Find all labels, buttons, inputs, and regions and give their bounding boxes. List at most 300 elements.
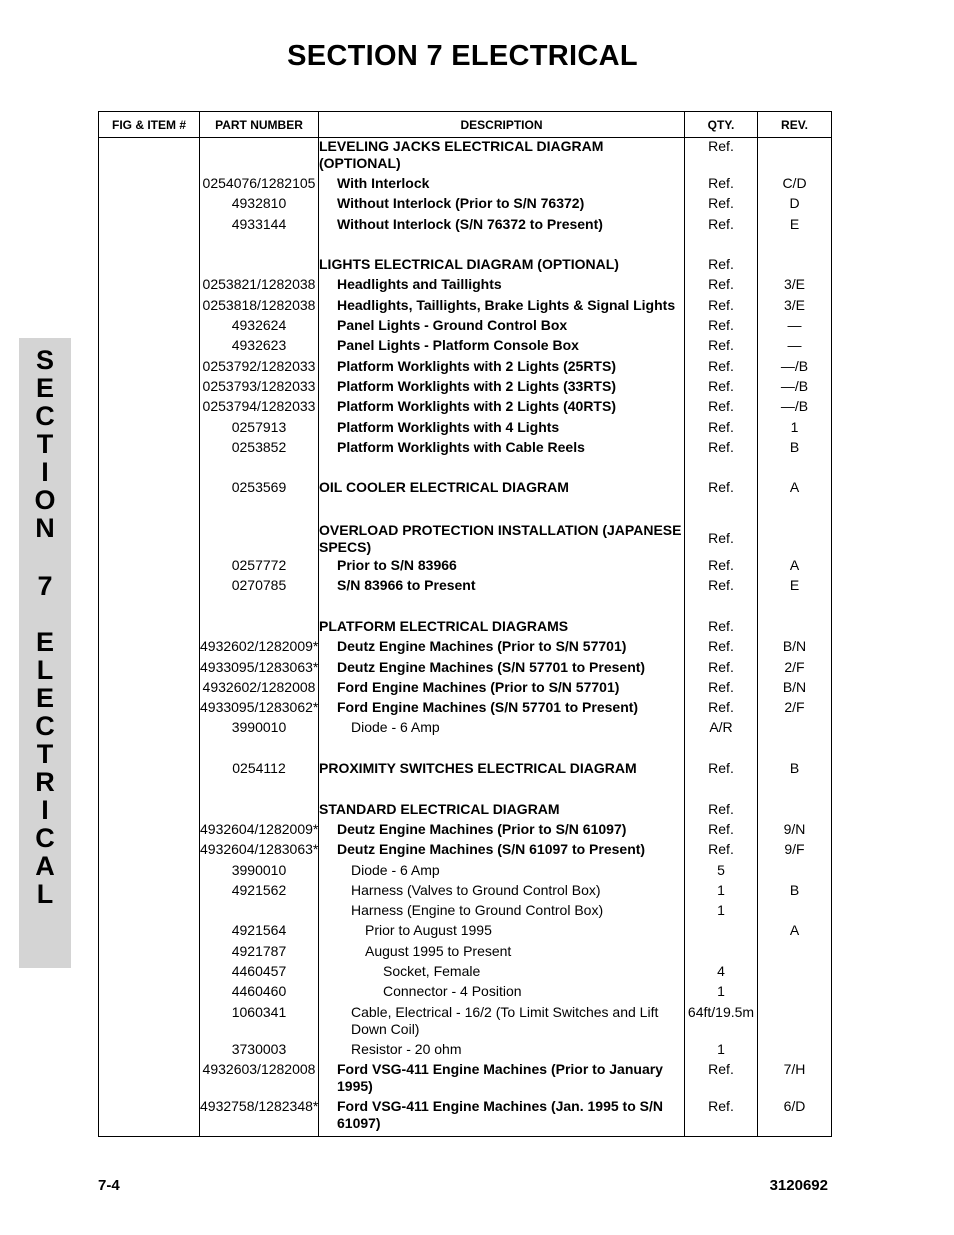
fig-item-cell (99, 922, 200, 942)
document-number: 3120692 (769, 1177, 828, 1194)
rev-cell (758, 780, 832, 800)
table-row (99, 719, 832, 739)
description-cell: LIGHTS ELECTRICAL DIAGRAM (OPTIONAL) (319, 256, 685, 276)
rev-cell: A (758, 479, 832, 499)
part-number-cell: 1060341 (200, 1004, 319, 1041)
table-row (99, 398, 832, 418)
parts-table (98, 111, 832, 1137)
table-row (99, 195, 832, 215)
qty-cell (685, 922, 758, 942)
rev-cell: D (758, 195, 832, 215)
qty-cell: 5 (685, 862, 758, 882)
part-number-cell: 4921562 (200, 882, 319, 902)
rev-cell: E (758, 216, 832, 236)
table-row (99, 780, 832, 800)
qty-cell (685, 598, 758, 618)
rev-cell (758, 719, 832, 739)
description-cell (319, 598, 685, 618)
rev-cell: 2/F (758, 659, 832, 679)
qty-cell: Ref. (685, 276, 758, 296)
col-header-qty: QTY. (685, 112, 758, 138)
qty-cell: Ref. (685, 195, 758, 215)
table-row (99, 439, 832, 459)
qty-cell: Ref. (685, 419, 758, 439)
rev-cell (758, 943, 832, 963)
qty-cell: Ref. (685, 618, 758, 638)
part-number-cell (200, 740, 319, 760)
qty-cell: Ref. (685, 337, 758, 357)
part-number-cell: 0254112 (200, 760, 319, 780)
qty-cell: Ref. (685, 358, 758, 378)
part-number-cell (200, 138, 319, 176)
description-cell: August 1995 to Present (319, 943, 685, 963)
qty-cell: 1 (685, 882, 758, 902)
description-cell: Socket, Female (319, 963, 685, 983)
description-cell: Cable, Electrical - 16/2 (To Limit Switches and Lift Down Coil) (319, 1004, 685, 1041)
side-tab-letter: C (35, 823, 55, 853)
fig-item-cell (99, 459, 200, 479)
fig-item-cell (99, 500, 200, 520)
description-cell: Diode - 6 Amp (319, 719, 685, 739)
table-row (99, 740, 832, 760)
fig-item-cell (99, 963, 200, 983)
part-number-cell: 0253818/1282038 (200, 297, 319, 317)
table-row (99, 801, 832, 821)
table-row (99, 500, 832, 520)
part-number-cell: 4921564 (200, 922, 319, 942)
part-number-cell (200, 801, 319, 821)
fig-item-cell (99, 618, 200, 638)
qty-cell: Ref. (685, 138, 758, 176)
rev-cell (758, 459, 832, 479)
table-row (99, 983, 832, 1003)
side-tab-letter: L (36, 879, 54, 909)
rev-cell: —/B (758, 398, 832, 418)
description-cell: Without Interlock (S/N 76372 to Present) (319, 216, 685, 236)
rev-cell (758, 520, 832, 557)
side-tab-letter: C (35, 401, 55, 431)
rev-cell (758, 138, 832, 176)
fig-item-cell (99, 699, 200, 719)
description-cell: Ford VSG-411 Engine Machines (Prior to January 1995) (319, 1061, 685, 1098)
part-number-cell: 4933095/1283063* (200, 659, 319, 679)
fig-item-cell (99, 1041, 200, 1061)
rev-cell: B (758, 439, 832, 459)
col-header-part: PART NUMBER (200, 112, 319, 138)
part-number-cell: 4932810 (200, 195, 319, 215)
qty-cell: Ref. (685, 557, 758, 577)
rev-cell: 3/E (758, 297, 832, 317)
fig-item-cell (99, 801, 200, 821)
fig-item-cell (99, 659, 200, 679)
qty-cell: Ref. (685, 398, 758, 418)
table-row (99, 659, 832, 679)
description-cell: Deutz Engine Machines (S/N 57701 to Present) (319, 659, 685, 679)
qty-cell: Ref. (685, 638, 758, 658)
fig-item-cell (99, 577, 200, 597)
description-cell: OVERLOAD PROTECTION INSTALLATION (JAPANESE SPECS) (319, 520, 685, 557)
fig-item-cell (99, 1061, 200, 1098)
table-row (99, 236, 832, 256)
table-header-row (99, 112, 832, 138)
description-cell (319, 500, 685, 520)
fig-item-cell (99, 317, 200, 337)
part-number-cell: 4932602/1282008 (200, 679, 319, 699)
page-number: 7-4 (98, 1177, 120, 1194)
table-row (99, 1041, 832, 1061)
col-header-fig: FIG & ITEM # (99, 112, 200, 138)
side-tab-letter: T (36, 739, 54, 769)
fig-item-cell (99, 719, 200, 739)
qty-cell (685, 459, 758, 479)
rev-cell: —/B (758, 358, 832, 378)
table-row (99, 138, 832, 176)
description-cell: Panel Lights - Platform Console Box (319, 337, 685, 357)
part-number-cell: 0257772 (200, 557, 319, 577)
qty-cell: Ref. (685, 1098, 758, 1137)
rev-cell (758, 500, 832, 520)
rev-cell: A (758, 557, 832, 577)
fig-item-cell (99, 760, 200, 780)
side-tab-letter: S (35, 345, 54, 375)
part-number-cell (200, 902, 319, 922)
part-number-cell: 4932604/1283063* (200, 841, 319, 861)
part-number-cell: 0253852 (200, 439, 319, 459)
part-number-cell: 4932602/1282009* (200, 638, 319, 658)
description-cell: Connector - 4 Position (319, 983, 685, 1003)
fig-item-cell (99, 1098, 200, 1137)
qty-cell: Ref. (685, 659, 758, 679)
table-row (99, 378, 832, 398)
description-cell (319, 236, 685, 256)
part-number-cell (200, 618, 319, 638)
part-number-cell: 0253793/1282033 (200, 378, 319, 398)
rev-cell (758, 983, 832, 1003)
table-row (99, 1061, 832, 1098)
side-tab-letter: L (36, 655, 54, 685)
description-cell: Deutz Engine Machines (Prior to S/N 61097) (319, 821, 685, 841)
rev-cell (758, 902, 832, 922)
fig-item-cell (99, 740, 200, 760)
side-tab-letter: N (35, 513, 55, 543)
table-row (99, 256, 832, 276)
table-row (99, 699, 832, 719)
rev-cell: 6/D (758, 1098, 832, 1137)
fig-item-cell (99, 882, 200, 902)
rev-cell (758, 963, 832, 983)
fig-item-cell (99, 862, 200, 882)
table-body (99, 138, 832, 1137)
qty-cell: Ref. (685, 679, 758, 699)
table-row (99, 577, 832, 597)
rev-cell: C/D (758, 175, 832, 195)
description-cell: Platform Worklights with 2 Lights (40RTS) (319, 398, 685, 418)
description-cell: Diode - 6 Amp (319, 862, 685, 882)
part-number-cell: 0257913 (200, 419, 319, 439)
description-cell: Headlights and Taillights (319, 276, 685, 296)
fig-item-cell (99, 841, 200, 861)
qty-cell: Ref. (685, 760, 758, 780)
qty-cell: 1 (685, 1041, 758, 1061)
part-number-cell: 0253792/1282033 (200, 358, 319, 378)
rev-cell: 2/F (758, 699, 832, 719)
description-cell: Ford Engine Machines (Prior to S/N 57701) (319, 679, 685, 699)
qty-cell: 1 (685, 902, 758, 922)
qty-cell: Ref. (685, 256, 758, 276)
rev-cell (758, 236, 832, 256)
table-row (99, 638, 832, 658)
table-row (99, 1098, 832, 1137)
fig-item-cell (99, 679, 200, 699)
side-tab-letter: E (35, 683, 54, 713)
part-number-cell: 3730003 (200, 1041, 319, 1061)
part-number-cell (200, 780, 319, 800)
fig-item-cell (99, 175, 200, 195)
part-number-cell: 4933095/1283062* (200, 699, 319, 719)
table-row (99, 841, 832, 861)
qty-cell: Ref. (685, 699, 758, 719)
description-cell: Prior to S/N 83966 (319, 557, 685, 577)
table-row (99, 175, 832, 195)
description-cell: Ford Engine Machines (S/N 57701 to Present) (319, 699, 685, 719)
rev-cell (758, 618, 832, 638)
rev-cell (758, 862, 832, 882)
side-tab-letter: C (35, 711, 55, 741)
description-cell: Platform Worklights with 4 Lights (319, 419, 685, 439)
description-cell: PLATFORM ELECTRICAL DIAGRAMS (319, 618, 685, 638)
fig-item-cell (99, 337, 200, 357)
rev-cell: 7/H (758, 1061, 832, 1098)
description-cell: Headlights, Taillights, Brake Lights & Signal Lights (319, 297, 685, 317)
part-number-cell: 0254076/1282105 (200, 175, 319, 195)
rev-cell (758, 256, 832, 276)
description-cell: Harness (Engine to Ground Control Box) (319, 902, 685, 922)
fig-item-cell (99, 216, 200, 236)
side-tab-letter: A (35, 851, 55, 881)
fig-item-cell (99, 195, 200, 215)
part-number-cell: 4933144 (200, 216, 319, 236)
rev-cell: 9/F (758, 841, 832, 861)
fig-item-cell (99, 902, 200, 922)
description-cell: Without Interlock (Prior to S/N 76372) (319, 195, 685, 215)
qty-cell (685, 236, 758, 256)
table-row (99, 459, 832, 479)
description-cell: OIL COOLER ELECTRICAL DIAGRAM (319, 479, 685, 499)
part-number-cell: 0253569 (200, 479, 319, 499)
rev-cell: B/N (758, 679, 832, 699)
description-cell: Resistor - 20 ohm (319, 1041, 685, 1061)
table-row (99, 557, 832, 577)
side-tab-letter: I (41, 795, 49, 825)
table-row (99, 479, 832, 499)
side-tab-letter: T (36, 429, 54, 459)
fig-item-cell (99, 439, 200, 459)
fig-item-cell (99, 256, 200, 276)
fig-item-cell (99, 378, 200, 398)
fig-item-cell (99, 358, 200, 378)
fig-item-cell (99, 557, 200, 577)
table-row (99, 862, 832, 882)
qty-cell: 4 (685, 963, 758, 983)
rev-cell: B (758, 882, 832, 902)
fig-item-cell (99, 236, 200, 256)
description-cell: Platform Worklights with Cable Reels (319, 439, 685, 459)
fig-item-cell (99, 479, 200, 499)
table-row (99, 902, 832, 922)
table-row (99, 922, 832, 942)
part-number-cell: 4932758/1282348* (200, 1098, 319, 1137)
rev-cell: 9/N (758, 821, 832, 841)
description-cell (319, 740, 685, 760)
description-cell: Panel Lights - Ground Control Box (319, 317, 685, 337)
part-number-cell: 4921787 (200, 943, 319, 963)
fig-item-cell (99, 821, 200, 841)
rev-cell: —/B (758, 378, 832, 398)
qty-cell: Ref. (685, 1061, 758, 1098)
part-number-cell: 4932603/1282008 (200, 1061, 319, 1098)
part-number-cell: 4932623 (200, 337, 319, 357)
col-header-rev: REV. (758, 112, 832, 138)
rev-cell: A (758, 922, 832, 942)
fig-item-cell (99, 598, 200, 618)
part-number-cell: 4932604/1282009* (200, 821, 319, 841)
qty-cell: Ref. (685, 378, 758, 398)
qty-cell: Ref. (685, 841, 758, 861)
part-number-cell (200, 236, 319, 256)
rev-cell (758, 1004, 832, 1041)
section-side-tab (19, 338, 71, 968)
qty-cell (685, 500, 758, 520)
description-cell: Deutz Engine Machines (Prior to S/N 57701) (319, 638, 685, 658)
description-cell: Platform Worklights with 2 Lights (33RTS) (319, 378, 685, 398)
qty-cell: Ref. (685, 577, 758, 597)
table-row (99, 821, 832, 841)
description-cell: LEVELING JACKS ELECTRICAL DIAGRAM (OPTIONAL) (319, 138, 685, 176)
part-number-cell (200, 598, 319, 618)
table-row (99, 1004, 832, 1041)
part-number-cell: 4932624 (200, 317, 319, 337)
rev-cell (758, 598, 832, 618)
fig-item-cell (99, 943, 200, 963)
table-row (99, 337, 832, 357)
rev-cell: B (758, 760, 832, 780)
table-row (99, 419, 832, 439)
table-row (99, 618, 832, 638)
part-number-cell (200, 459, 319, 479)
fig-item-cell (99, 638, 200, 658)
rev-cell: 3/E (758, 276, 832, 296)
part-number-cell: 3990010 (200, 719, 319, 739)
rev-cell: 1 (758, 419, 832, 439)
page-title: SECTION 7 ELECTRICAL (287, 40, 638, 72)
side-tab-letter: I (41, 457, 49, 487)
qty-cell: Ref. (685, 801, 758, 821)
rev-cell: — (758, 317, 832, 337)
part-number-cell (200, 520, 319, 557)
part-number-cell: 4460457 (200, 963, 319, 983)
fig-item-cell (99, 276, 200, 296)
fig-item-cell (99, 398, 200, 418)
qty-cell: Ref. (685, 821, 758, 841)
fig-item-cell (99, 419, 200, 439)
part-number-cell: 4460460 (200, 983, 319, 1003)
table-row (99, 520, 832, 557)
table-row (99, 679, 832, 699)
qty-cell: Ref. (685, 175, 758, 195)
fig-item-cell (99, 297, 200, 317)
rev-cell (758, 740, 832, 760)
qty-cell (685, 943, 758, 963)
part-number-cell: 0270785 (200, 577, 319, 597)
description-cell: STANDARD ELECTRICAL DIAGRAM (319, 801, 685, 821)
rev-cell: — (758, 337, 832, 357)
fig-item-cell (99, 780, 200, 800)
side-tab-letter: O (34, 485, 56, 515)
part-number-cell (200, 500, 319, 520)
description-cell: Deutz Engine Machines (S/N 61097 to Present) (319, 841, 685, 861)
table-row (99, 358, 832, 378)
part-number-cell: 0253794/1282033 (200, 398, 319, 418)
qty-cell: 64ft/19.5m (685, 1004, 758, 1041)
part-number-cell: 0253821/1282038 (200, 276, 319, 296)
description-cell (319, 780, 685, 800)
fig-item-cell (99, 520, 200, 557)
rev-cell: B/N (758, 638, 832, 658)
table-row (99, 943, 832, 963)
qty-cell: Ref. (685, 439, 758, 459)
rev-cell: E (758, 577, 832, 597)
table-row (99, 963, 832, 983)
table-row (99, 276, 832, 296)
col-header-desc: DESCRIPTION (319, 112, 685, 138)
part-number-cell (200, 256, 319, 276)
qty-cell: Ref. (685, 297, 758, 317)
description-cell: With Interlock (319, 175, 685, 195)
description-cell: Prior to August 1995 (319, 922, 685, 942)
qty-cell: 1 (685, 983, 758, 1003)
qty-cell (685, 740, 758, 760)
table-row (99, 598, 832, 618)
table-row (99, 760, 832, 780)
description-cell: S/N 83966 to Present (319, 577, 685, 597)
rev-cell (758, 801, 832, 821)
description-cell: Platform Worklights with 2 Lights (25RTS) (319, 358, 685, 378)
qty-cell: A/R (685, 719, 758, 739)
fig-item-cell (99, 1004, 200, 1041)
rev-cell (758, 1041, 832, 1061)
qty-cell (685, 780, 758, 800)
description-cell: Harness (Valves to Ground Control Box) (319, 882, 685, 902)
qty-cell: Ref. (685, 520, 758, 557)
description-cell: Ford VSG-411 Engine Machines (Jan. 1995 to S/N 61097) (319, 1098, 685, 1137)
side-tab-letter: 7 (37, 571, 53, 601)
side-tab-letter: E (35, 627, 54, 657)
table-row (99, 216, 832, 236)
qty-cell: Ref. (685, 216, 758, 236)
description-cell (319, 459, 685, 479)
table-row (99, 317, 832, 337)
description-cell: PROXIMITY SWITCHES ELECTRICAL DIAGRAM (319, 760, 685, 780)
side-tab-letter: E (35, 373, 54, 403)
part-number-cell: 3990010 (200, 862, 319, 882)
fig-item-cell (99, 983, 200, 1003)
table-row (99, 297, 832, 317)
qty-cell: Ref. (685, 317, 758, 337)
fig-item-cell (99, 138, 200, 176)
qty-cell: Ref. (685, 479, 758, 499)
side-tab-letter: R (35, 767, 55, 797)
table-row (99, 882, 832, 902)
